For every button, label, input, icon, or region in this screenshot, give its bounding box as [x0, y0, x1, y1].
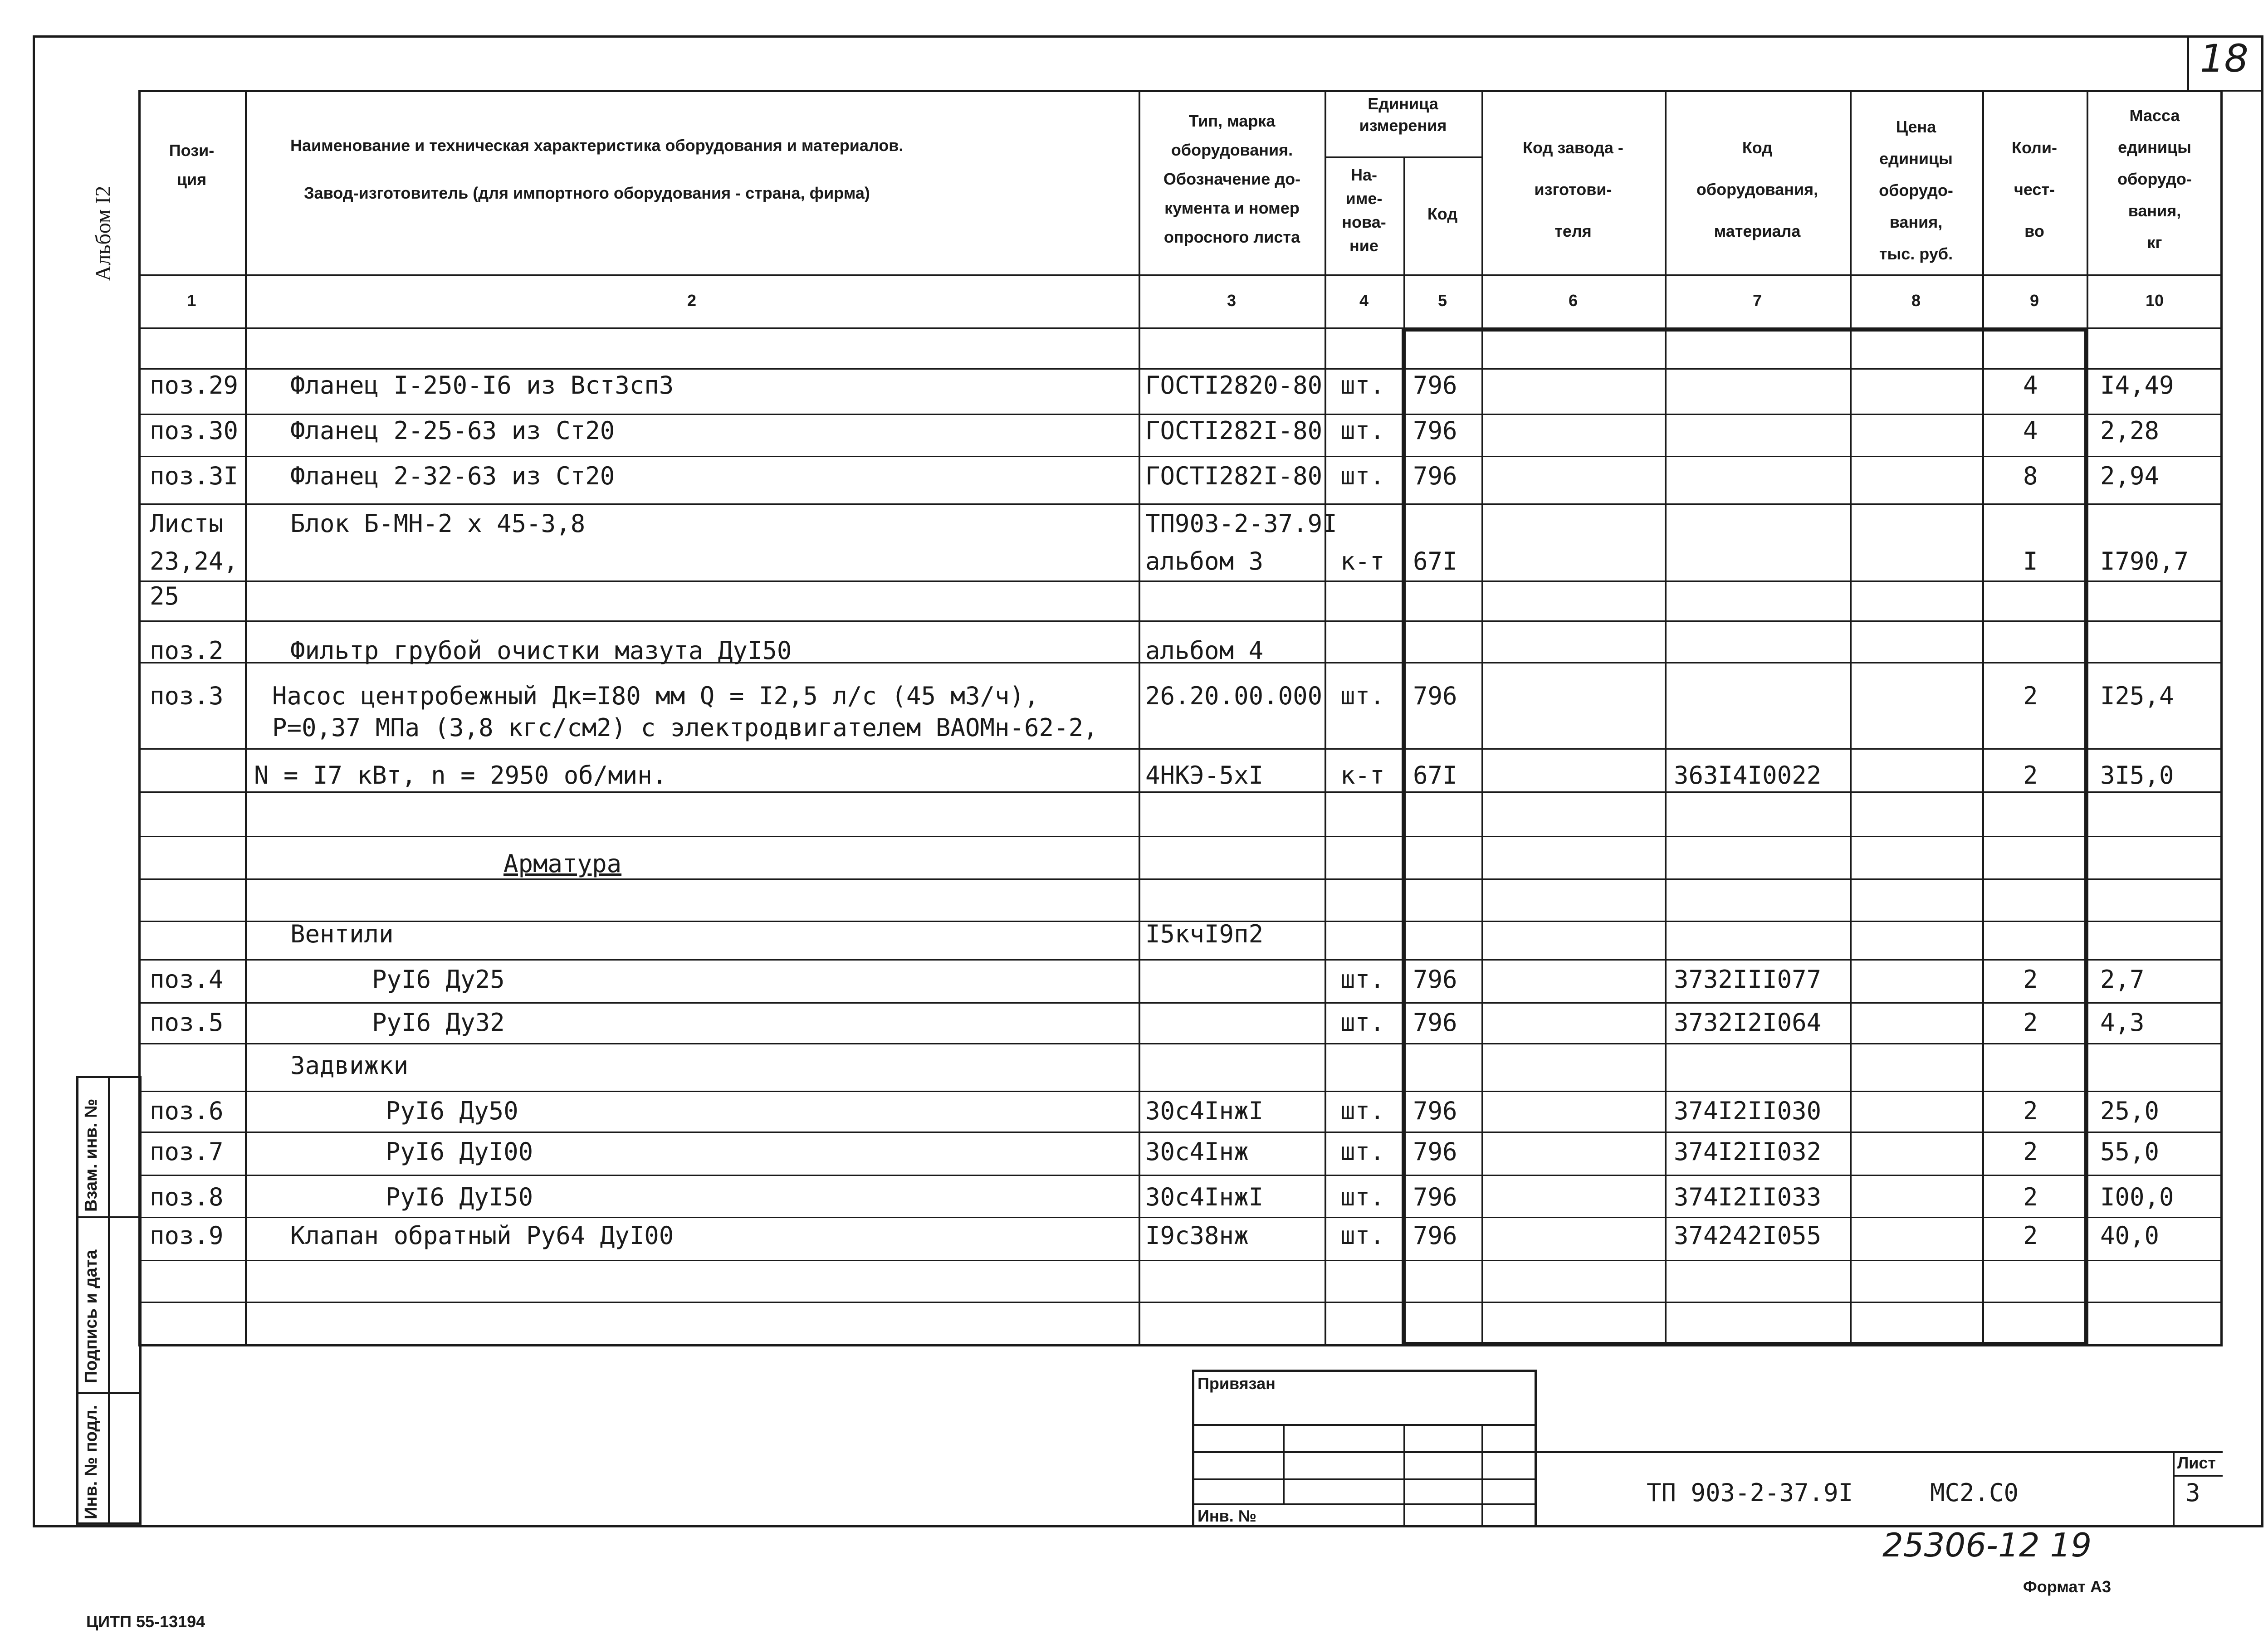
stamp-inv-label: Инв. № [1198, 1507, 1256, 1525]
cell-pos: поз.7 [150, 1137, 224, 1166]
format-label: Формат А3 [2023, 1577, 2112, 1596]
colnum-2: 2 [687, 291, 697, 310]
header-pos: Пози- ция [169, 141, 215, 189]
row-line [138, 414, 2223, 415]
colnum-6: 6 [1568, 291, 1578, 310]
cell-pos: поз.9 [150, 1221, 224, 1250]
cell-qty: 2 [2023, 1183, 2038, 1211]
colnum-7: 7 [1752, 291, 1762, 310]
cell-qty: 2 [2023, 1137, 2038, 1166]
cell-unit-code: 796 [1413, 1183, 1457, 1211]
cell-name: N = I7 кВт, n = 2950 об/мин. [254, 761, 667, 790]
stamp-right-line [1537, 1451, 2223, 1453]
row-line [138, 791, 2223, 793]
cell-equip-code: 374I2II030 [1674, 1097, 1822, 1125]
side-sign-date: Подпись и дата [82, 1249, 101, 1383]
cell-pos: поз.6 [150, 1097, 224, 1125]
cell-mass: 25,0 [2100, 1097, 2160, 1125]
cell-name: РуI6 ДуI00 [386, 1137, 533, 1166]
cell-mass: 4,3 [2100, 1008, 2145, 1037]
col-line-1 [245, 90, 247, 1346]
stamp-sheet-number: 3 [2185, 1478, 2200, 1507]
cell-unit: шт. [1340, 965, 1385, 994]
cell-name: Фланец 2-25-63 из Ст20 [290, 416, 615, 445]
cell-unit-code: 796 [1413, 416, 1457, 445]
cell-mass: 3I5,0 [2100, 761, 2174, 790]
col-line-2 [1139, 90, 1140, 1346]
header-name-line1: Наименование и техническая характеристика оборудования и материалов. [290, 136, 904, 155]
album-label: Альбом I2 [91, 185, 115, 281]
stamp-line-2 [1192, 1451, 1537, 1453]
row-line [138, 836, 2223, 837]
cell-pos: поз.3I [150, 462, 239, 490]
row-line [138, 1091, 2223, 1092]
cell-qty: I [2023, 547, 2038, 576]
colnum-9: 9 [2029, 291, 2039, 310]
cell-qty: 2 [2023, 1008, 2038, 1037]
row-line [138, 1175, 2223, 1176]
cell-pos: поз.4 [150, 965, 224, 994]
colnum-5: 5 [1437, 291, 1447, 310]
cell-pos: поз.8 [150, 1183, 224, 1211]
cell-equip-code: 374242I055 [1674, 1221, 1822, 1250]
cell-mass: I00,0 [2100, 1183, 2174, 1211]
cell-type: I9с38нж [1145, 1221, 1249, 1250]
header-factory-code: Код завода - изготови- теля [1523, 138, 1623, 240]
cell-pos: 25 [150, 582, 180, 610]
colnum-1: 1 [187, 291, 196, 310]
side-sep-2 [76, 1392, 142, 1394]
cell-unit: шт. [1340, 1008, 1385, 1037]
cell-name: РуI6 Ду50 [386, 1097, 518, 1125]
cell-name: Задвижки [290, 1051, 409, 1080]
cell-equip-code: 374I2II033 [1674, 1183, 1822, 1211]
cell-type: альбом 3 [1145, 547, 1264, 576]
cell-qty: 4 [2023, 416, 2038, 445]
cell-unit: к-т [1340, 761, 1385, 790]
cell-unit: шт. [1340, 462, 1385, 490]
header-unit-group: Единица измерения [1359, 94, 1447, 135]
cell-type: I5кчI9п2 [1145, 920, 1264, 948]
cell-equip-code: 3732III077 [1674, 965, 1822, 994]
cell-qty: 2 [2023, 1097, 2038, 1125]
stamp-line-1 [1192, 1424, 1537, 1426]
colnum-10: 10 [2145, 291, 2164, 310]
row-line [138, 368, 2223, 370]
cell-pos: Листы [150, 509, 224, 538]
colnum-4: 4 [1359, 291, 1369, 310]
cell-type: 30с4IнжI [1145, 1183, 1264, 1211]
row-line [138, 503, 2223, 505]
header-line [138, 274, 2223, 276]
row-line [138, 878, 2223, 880]
cell-equip-code: 3732I2I064 [1674, 1008, 1822, 1037]
header-type: Тип, марка оборудования. Обозначение до- кумента и номер опросного листа [1163, 112, 1301, 246]
cell-mass: 2,7 [2100, 965, 2145, 994]
stamp-doc-code: ТП 903-2-37.9I [1647, 1478, 1853, 1507]
cell-qty: 2 [2023, 682, 2038, 710]
cell-qty: 4 [2023, 371, 2038, 400]
cell-name: Фланец I-250-I6 из ВстЗсп3 [290, 371, 674, 400]
cell-unit-code: 796 [1413, 682, 1457, 710]
cell-type: 30с4Iнж [1145, 1137, 1249, 1166]
cell-unit: шт. [1340, 371, 1385, 400]
cell-qty: 2 [2023, 1221, 2038, 1250]
cell-type: 26.20.00.000 [1145, 682, 1323, 710]
cell-unit-code: 796 [1413, 965, 1457, 994]
corner-divider [2187, 35, 2189, 90]
side-sep-1 [76, 1216, 142, 1218]
colnum-3: 3 [1227, 291, 1237, 310]
cell-unit-code: 67I [1413, 547, 1457, 576]
cell-mass: 40,0 [2100, 1221, 2160, 1250]
cell-name: Р=0,37 МПа (3,8 кгс/см2) с электродвигателем ВАОМн-62-2, [272, 713, 1098, 742]
stamp-vline-1 [1283, 1424, 1285, 1503]
header-unit-name: На- име- нова- ние [1342, 166, 1386, 255]
cell-name: Фильтр грубой очистки мазута ДуI50 [290, 636, 792, 665]
cell-unit: шт. [1340, 1097, 1385, 1125]
stamp-top-line [138, 1345, 2223, 1346]
stamp-vline-3 [1481, 1424, 1483, 1527]
cell-type: ТП903-2-37.9I [1145, 509, 1337, 538]
cell-qty: 2 [2023, 761, 2038, 790]
stamp-line-3 [1192, 1478, 1537, 1480]
cell-pos: поз.5 [150, 1008, 224, 1037]
header-equip-code: Код оборудования, материала [1696, 138, 1818, 240]
side-inv-orig: Инв. № подл. [82, 1405, 101, 1519]
header-price: Цена единицы оборудо- вания, тыс. руб. [1879, 117, 1953, 263]
cell-type: ГОСТI282I-80 [1145, 462, 1323, 490]
colnum-8: 8 [1911, 291, 1921, 310]
cell-mass: 2,28 [2100, 416, 2160, 445]
row-line [138, 1260, 2223, 1261]
sheet-no-divider [2173, 1451, 2175, 1527]
stamp-sheet-label: Лист [2177, 1454, 2216, 1472]
row-line [138, 748, 2223, 750]
sheet-no-line [2173, 1475, 2223, 1477]
cell-unit-code: 796 [1413, 1097, 1457, 1125]
cell-pos: 23,24, [150, 547, 239, 576]
cell-equip-code: 374I2II032 [1674, 1137, 1822, 1166]
cell-mass: 2,94 [2100, 462, 2160, 490]
cell-unit: шт. [1340, 416, 1385, 445]
row-line [138, 1132, 2223, 1133]
cell-name: Насос центробежный Дк=I80 мм Q = I2,5 л/с (45 м3/ч), [272, 682, 1039, 710]
cell-unit: шт. [1340, 682, 1385, 710]
cell-unit-code: 796 [1413, 1221, 1457, 1250]
header-unit-code: Код [1427, 205, 1458, 223]
handwritten-number: 25306-12 19 [1882, 1526, 2092, 1564]
cell-unit: шт. [1340, 1221, 1385, 1250]
row-line [138, 1002, 2223, 1004]
cell-pos: поз.3 [150, 682, 224, 710]
unit-group-line [1325, 156, 1481, 158]
header-mass: Масса единицы оборудо- вания, кг [2117, 106, 2192, 252]
corner-sheet-number: 18 [2200, 36, 2248, 81]
cell-name: РуI6 Ду25 [372, 965, 505, 994]
row-line [138, 456, 2223, 457]
cell-equip-code: 363I4I0022 [1674, 761, 1822, 790]
cell-unit-code: 67I [1413, 761, 1457, 790]
cell-type: ГОСТI282I-80 [1145, 416, 1323, 445]
cell-name: РуI6 ДуI50 [386, 1183, 533, 1211]
cell-mass: I790,7 [2100, 547, 2189, 576]
cell-mass: I4,49 [2100, 371, 2174, 400]
cell-mass: 55,0 [2100, 1137, 2160, 1166]
cell-unit: к-т [1340, 547, 1385, 576]
col-line-3 [1325, 90, 1326, 1346]
row-line [138, 580, 2223, 582]
cell-unit: шт. [1340, 1137, 1385, 1166]
cell-mass: I25,4 [2100, 682, 2174, 710]
side-divider [108, 1076, 110, 1525]
stamp-doc-mark: МС2.С0 [1930, 1478, 2019, 1507]
stamp-vline-2 [1403, 1424, 1405, 1527]
cell-name: Фланец 2-32-63 из Ст20 [290, 462, 615, 490]
cell-pos: поз.30 [150, 416, 239, 445]
row-line [138, 620, 2223, 622]
cell-type: альбом 4 [1145, 636, 1264, 665]
cell-name: РуI6 Ду32 [372, 1008, 505, 1037]
cell-qty: 2 [2023, 965, 2038, 994]
row-line [138, 1217, 2223, 1218]
row-line [138, 959, 2223, 961]
cell-unit-code: 796 [1413, 371, 1457, 400]
stamp-line-4 [1192, 1503, 1537, 1505]
cell-name: Вентили [290, 920, 394, 948]
cell-unit-code: 796 [1413, 1137, 1457, 1166]
row-line [138, 1302, 2223, 1303]
cell-type: 30с4IнжI [1145, 1097, 1264, 1125]
cell-pos: поз.29 [150, 371, 239, 400]
cell-unit: шт. [1340, 1183, 1385, 1211]
row-line [138, 1043, 2223, 1044]
side-inv-replace: Взам. инв. № [82, 1098, 101, 1212]
stamp-bound-label: Привязан [1198, 1374, 1276, 1393]
cell-name: Блок Б-МН-2 х 45-3,8 [290, 509, 586, 538]
cell-qty: 8 [2023, 462, 2038, 490]
cell-name: Арматура [503, 849, 622, 878]
bottom-left-code: ЦИТП 55-13194 [86, 1612, 205, 1631]
cell-unit-code: 796 [1413, 462, 1457, 490]
cell-pos: поз.2 [150, 636, 224, 665]
cell-unit-code: 796 [1413, 1008, 1457, 1037]
cell-type: 4НКЭ-5хI [1145, 761, 1264, 790]
header-qty: Коли- чест- во [2011, 138, 2058, 240]
cell-type: ГОСТI2820-80 [1145, 371, 1323, 400]
header-name-line2: Завод-изготовитель (для импортного оборудования - страна, фирма) [304, 184, 870, 202]
cell-name: Клапан обратный Ру64 ДуI00 [290, 1221, 674, 1250]
